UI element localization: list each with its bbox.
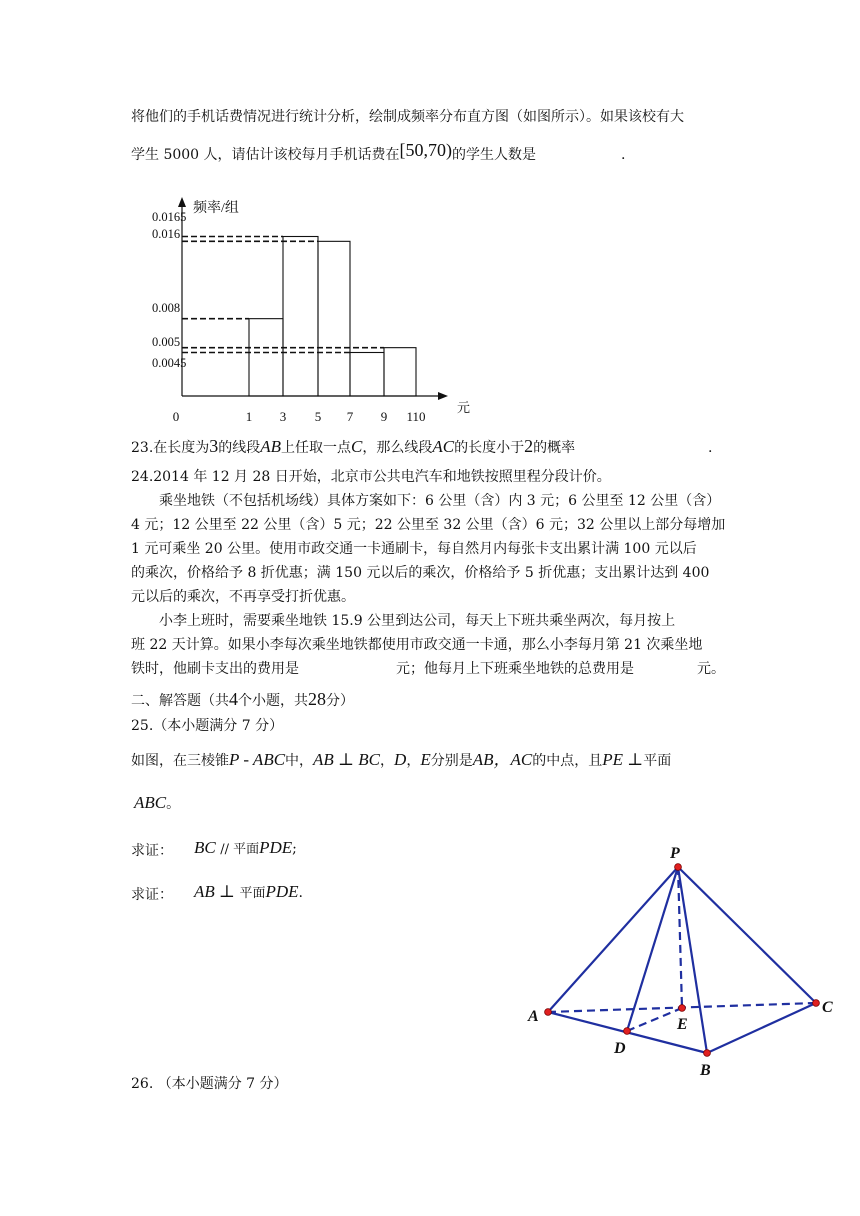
q25-point-e: E [420,750,431,769]
point-a [545,1009,552,1016]
intro-line-end: . [621,147,626,163]
y-tick-label: 0.008 [152,301,181,315]
q26-title: 26. （本小题满分 7 分） [131,1076,288,1092]
q25-pyramid: P - ABC [229,750,286,769]
x-axis-label: 元 [457,400,471,415]
label-p: P [670,845,680,862]
q25-title: 25.（本小题满分 7 分） [131,718,284,734]
edge-pb [678,867,707,1053]
proof1-end: ; [292,841,297,857]
q24-line-9c: 元。 [697,661,725,677]
q25-text-5: 分别是 [430,753,473,769]
proof-2-label: 求证： [131,887,173,903]
x-tick-label: 3 [279,409,287,424]
edge-de-hidden [627,1008,682,1031]
label-c: C [822,999,833,1016]
x-tick-label: 9 [380,409,388,424]
q23-text-5: 的长度小于 [454,440,525,456]
y-tick-label: 0.0045 [152,356,187,370]
sec2-text-3: 分） [326,693,354,709]
intro-line-1: 将他们的手机话费情况进行统计分析，绘制成频率分布直方图（如图所示）。如果该校有大 [131,109,684,125]
proof-1 [194,839,297,856]
q25-point-d: D [394,750,407,769]
q24-line-5: 的乘次，价格给予 8 折优惠；满 150 元以后的乘次，价格给予 5 折优惠；支出累计达到 400 [131,565,710,581]
y-tick-label: 0.0165 [152,210,187,224]
histogram-bar [318,241,350,396]
q25-text-8: 。 [166,796,181,812]
label-a: A [528,1008,539,1025]
proof2-pde: PDE [265,882,299,901]
x-tick-label: 1 [245,409,253,424]
q25-plane-abc [134,794,180,811]
proof2-ab-perp: AB ⊥ [194,882,236,901]
q23-bound: 2 [524,436,534,456]
question-23 [131,437,575,455]
q23-text-1: 23.在长度为 [131,440,210,456]
q23-length: 3 [209,436,219,456]
proof1-pde: PDE [259,838,293,857]
q23-point-c: C [351,437,363,456]
q23-text-4: ，那么线段 [362,440,433,456]
x-tick-label: 110 [406,409,426,424]
point-b [704,1050,711,1057]
edge-ac-hidden [548,1003,816,1012]
q24-line-6: 元以后的乘次，不再享受打折优惠。 [131,589,355,605]
intro-text: 学生 5000 人，请估计该校每月手机话费在 [131,147,400,163]
histogram-bar [283,237,318,397]
q25-abc: ABC [134,793,167,812]
intro-line-2 [131,140,537,163]
label-e: E [677,1016,688,1033]
proof-1-label: 求证： [131,843,173,859]
q23-text-6: 的概率 [533,440,576,456]
proof1-parallel-plane: // 平面 [220,842,260,857]
y-axis-label: 频率/组 [193,201,239,216]
point-d [624,1028,631,1035]
label-b: B [700,1062,711,1079]
label-d: D [614,1040,626,1057]
q25-text-7: 平面 [643,753,672,769]
proof-2 [194,883,303,900]
x-axis-arrow [438,392,448,400]
sec2-text-1: 二、解答题（共 [131,693,229,709]
q25-perp-ab-bc: AB ⊥ BC [313,750,381,769]
q24-line-3: 4 元；12 公里至 22 公里（含）5 元；22 公里至 32 公里（含）6 元；32 公里以上部分每增加 [131,517,726,533]
q23-segment-ac: AC [432,437,455,456]
histogram-bar [384,348,416,396]
q24-line-9a: 铁时，他刷卡支出的费用是 [131,661,299,677]
x-tick-label: 5 [314,409,322,424]
q24-line-2: 乘坐地铁（不包括机场线）具体方案如下：6 公里（含）内 3 元；6 公里至 12 公里（含） [159,493,721,509]
histogram-bar [249,319,283,396]
q23-segment-ab: AB [260,437,282,456]
q25-text-4: ， [406,753,421,769]
y-tick-label: 0.016 [152,227,181,241]
edge-pa [548,867,678,1012]
q24-line-9b: 元；他每月上下班乘坐地铁的总费用是 [396,661,634,677]
point-e [679,1005,686,1012]
y-tick-label: 0.005 [152,335,181,349]
q25-text-2: 中， [285,753,314,769]
proof2-end: . [298,885,303,901]
x-tick-label: 7 [346,409,354,424]
point-p [675,864,682,871]
q23-text-3: 上任取一点 [281,440,352,456]
edge-bc [707,1003,816,1053]
q24-line-7: 小李上班时，需要乘坐地铁 15.9 公里到达公司，每天上下班共乘坐两次，每月按上 [159,613,676,629]
sec2-count: 4 [229,689,238,709]
edge-ab [548,1012,707,1053]
q25-statement [131,751,671,768]
edge-pd [627,867,678,1031]
edge-pc [678,867,816,1003]
q24-line-4: 1 元可乘坐 20 公里。使用市政交通一卡通刷卡，每自然月内每张卡支出累计满 100 元以后 [131,541,697,557]
proof2-plane: 平面 [239,886,266,901]
q24-line-8: 班 22 天计算。如果小李每次乘坐地铁都使用市政交通一卡通，那么小李每月第 21 次乘坐地 [131,637,703,653]
q23-text-2: 的线段 [218,440,261,456]
q23-end: . [708,440,713,456]
histogram-bar [350,353,384,397]
edge-pe-hidden [678,867,682,1008]
point-c [813,1000,820,1007]
y-axis-arrow [178,197,186,207]
q25-segments: AB，AC [472,750,533,769]
x-tick-label: 0 [172,409,180,424]
q25-perp-pe: PE ⊥ [602,750,644,769]
q24-line-1: 24.2014 年 12 月 28 日开始，北京市公共电汽车和地铁按照里程分段计价。 [131,469,611,485]
sec2-text-2: 个小题，共 [238,693,308,709]
q25-text-3: ， [380,753,395,769]
section-2-heading [131,690,354,708]
intro-text-after: 的学生人数是 [452,147,537,163]
q25-text-6: 的中点，且 [532,753,603,769]
q25-text-1: 如图，在三棱锥 [131,753,229,769]
proof1-bc: BC [194,838,216,857]
sec2-score: 28 [308,689,326,709]
interval-expression: [50,70) [399,140,453,160]
